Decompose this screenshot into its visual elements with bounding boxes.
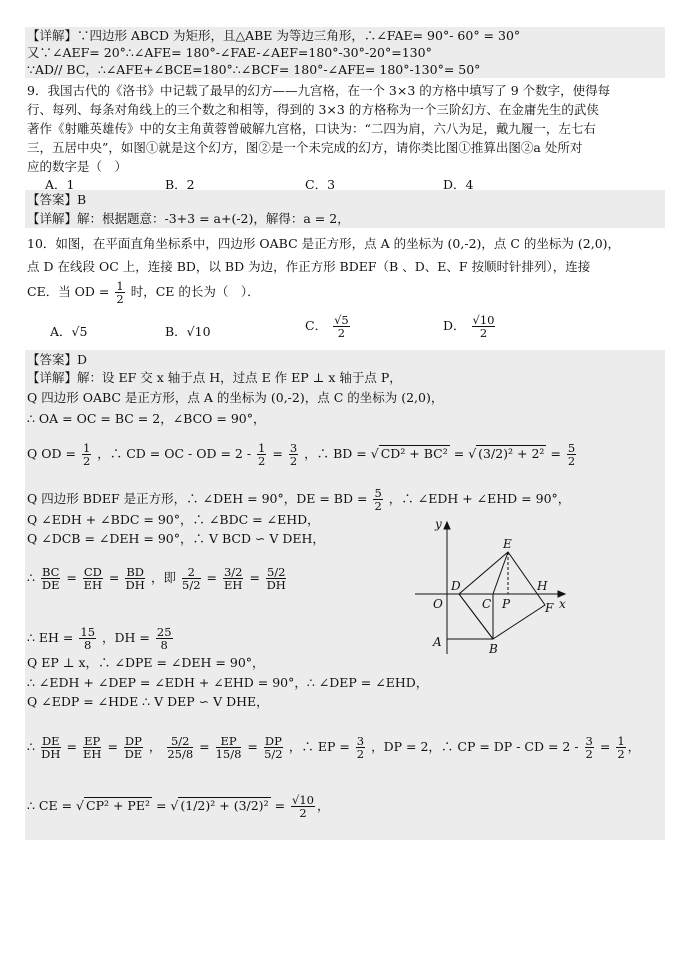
option-9-d: D．4 [443, 177, 474, 192]
option-10-c: C． $\frac{√5}{2}$ [305, 313, 349, 340]
fraction: $\frac{1}{2}$ [116, 279, 124, 306]
solution-line: Q ∠DCB = ∠DEH = 90°，∴ V BCD ∽ V DEH， [27, 531, 325, 546]
label-e: E [503, 537, 512, 551]
option-9-b: B．2 [165, 177, 195, 192]
question-9-text: 9．我国古代的《洛书》中记载了最早的幻方——九宫格，在一个 3×3 的方格中填写了 9 个数字，使得每 [27, 83, 611, 98]
label-b: B [489, 642, 498, 656]
solution-line: ∴ $\frac{DE}{DH}$ = $\frac{EP}{EH}$ = $\frac{DP}{DE}$ ， $\frac{5/2}{25/8}$ = $\frac{EP}{15/8}$ = $\frac{DP}{5/2}$ ，∴ EP = $\frac{3}{2}$ ，DP = 2，∴ CP = DP - CD = 2 - $\frac{3}{2}$ = $\frac{1}{2}$ ， [27, 734, 641, 761]
label-x: x [559, 597, 566, 611]
answer-10: 【答案】D [27, 352, 88, 367]
solution-line: ∴ $\frac{BC}{DE}$ = $\frac{CD}{EH}$ = $\frac{BD}{DH}$ ，即 $\frac{2}{5/2}$ = $\frac{3/2}{EH}$ = $\frac{5/2}{DH}$ [27, 565, 286, 592]
option-10-a: A．√5 [50, 324, 88, 339]
solution-line: Q OD = $\frac{1}{2}$ ，∴ CD = OC - OD = 2 - $\frac{1}{2}$ = $\frac{3}{2}$ ，∴ BD = √ CD² + BC² = √ (3/2)² + 2² = $\frac{5}{2}$ [27, 441, 576, 468]
coordinate-figure [405, 512, 575, 657]
label-d: D [451, 579, 461, 593]
solution-line: ∴ CE = √ CP² + PE² = √ (1/2)² + (3/2)² = $\frac{√10}{2}$ ， [27, 793, 330, 820]
solution-line: Q 四边形 BDEF 是正方形，∴ ∠DEH = 90°，DE = BD = $\frac{5}{2}$ ，∴ ∠EDH + ∠EHD = 90°， [27, 486, 571, 513]
label-a: A [433, 635, 442, 649]
solution-line: Q ∠EDP = ∠HDE ∴ V DEP ∽ V DHE， [27, 694, 269, 709]
label-h: H [537, 579, 548, 593]
solution-line: ∴ ∠EDH + ∠DEP = ∠EDH + ∠EHD = 90°，∴ ∠DEP = ∠EHD， [27, 675, 429, 690]
answer-9: 【答案】B [27, 192, 87, 207]
question-10-text: 点 D 在线段 OC 上，连接 BD，以 BD 为边，作正方形 BDEF（B 、D、E、F 按顺时针排列），连接 [27, 259, 591, 274]
solution-line: Q EP ⊥ x，∴ ∠DPE = ∠DEH = 90°， [27, 655, 265, 670]
question-9-text: 著作《射雕英雄传》中的女主角黄蓉曾破解九宫格，口诀为：“二四为肩，六八为足，戴九履一，左七右 [27, 121, 596, 136]
solution-line: Q ∠EDH + ∠BDC = 90°，∴ ∠BDC = ∠EHD， [27, 512, 320, 527]
label-p: P [502, 597, 511, 611]
option-9-a: A．1 [45, 177, 75, 192]
solution-line: 【详解】∵四边形 ABCD 为矩形，且△ABE 为等边三角形，∴∠FAE= 90°- 60° = 30° [27, 28, 521, 43]
label-y: y [435, 517, 442, 531]
question-9-text: 行、每列、每条对角线上的三个数之和相等，得到的 3×3 的方格称为一个三阶幻方、在金庸先生的武侠 [27, 102, 599, 117]
question-9-text: 应的数字是（ ） [27, 159, 128, 174]
solution-line: ∴ EH = $\frac{15}{8}$ ，DH = $\frac{25}{8}$ [27, 625, 172, 652]
solution-9: 【详解】解：根据题意：-3+3 = a+(-2)，解得：a = 2， [27, 211, 350, 226]
solution-line: Q 四边形 OABC 是正方形，点 A 的坐标为 (0,-2)，点 C 的坐标为 (2,0)， [27, 390, 444, 405]
option-10-d: D． $\frac{√10}{2}$ [443, 313, 495, 340]
solution-line: ∵AD// BC，∴∠AFE+∠BCE=180°∴∠BCF= 180°-∠AFE= 180°-130°= 50° [27, 62, 481, 77]
question-10-text: 10．如图，在平面直角坐标系中，四边形 OABC 是正方形，点 A 的坐标为 (0,-2)，点 C 的坐标为 (2,0)， [27, 236, 621, 251]
y-axis-arrow [444, 522, 450, 529]
label-f: F [545, 601, 554, 615]
square-bdef [459, 552, 545, 639]
solution-line: ∴ OA = OC = BC = 2，∠BCO = 90°， [27, 411, 266, 426]
option-9-c: C．3 [305, 177, 336, 192]
solution-line: 【详解】解：设 EF 交 x 轴于点 H，过点 E 作 EP ⊥ x 轴于点 P， [27, 370, 402, 385]
label-o: O [433, 597, 443, 611]
option-10-b: B．√10 [165, 324, 211, 339]
label-c: C [482, 597, 492, 611]
solution-line: 又∵∠AEF= 20°∴∠AFE= 180°-∠FAE-∠AEF=180°-30°-20°=130° [27, 45, 432, 60]
question-10-text: CE．当 OD = $\frac{1}{2}$ 时，CE 的长为（ ）． [27, 279, 260, 306]
question-9-text: 三，五居中央”，如图①就是这个幻方，图②是一个未完成的幻方，请你类比图①推算出图②a 处所对 [27, 140, 583, 155]
